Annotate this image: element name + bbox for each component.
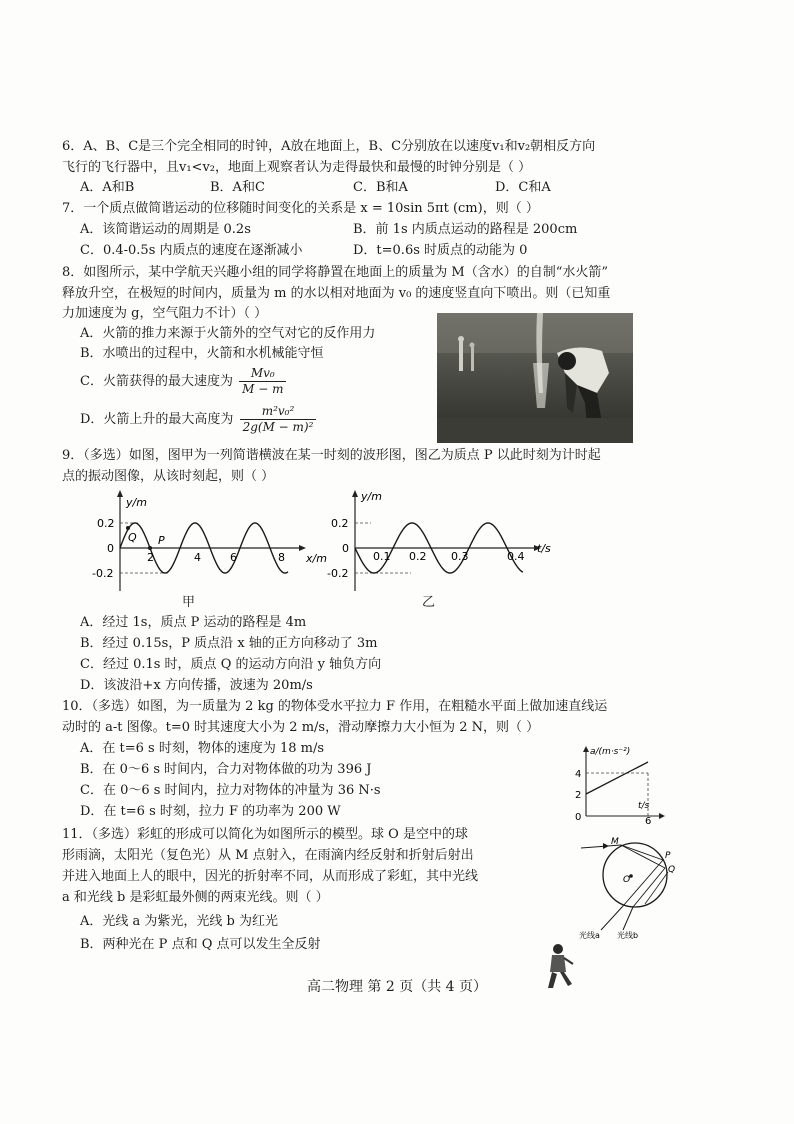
q8-option-d-denominator: 2g(M − m)²: [242, 420, 314, 434]
yi-xlabel: t/s: [537, 542, 551, 555]
jia-tick-y-zero: 0: [107, 542, 114, 555]
yi-tick-x-0.4: 0.4: [507, 550, 525, 563]
point-m-label: M: [611, 837, 619, 847]
q8-option-d: [80, 404, 318, 435]
incident-ray-arrow: [603, 843, 609, 849]
q7-option-a: A．该简谐运动的周期是 0.2s: [80, 222, 251, 237]
q9-option-b: B．经过 0.15s，P 质点沿 x 轴的正方向移动了 3m: [80, 636, 378, 651]
q8-option-c-fraction: [239, 366, 286, 397]
yi-tick-x-0.2: 0.2: [409, 550, 427, 563]
q6-line1: 6．A、B、C是三个完全相同的时钟，A放在地面上，B、C分别放在以速度v₁和v₂朝相反方向: [62, 139, 596, 154]
q9-option-a: A．经过 1s，质点 P 运动的路程是 4m: [80, 615, 307, 630]
q6-option-a: A．A和B: [80, 180, 135, 195]
ray-a-label: 光线a: [579, 931, 600, 940]
ray-a-out: [601, 906, 623, 930]
at-tick-x-6: 6: [645, 816, 652, 824]
q11-line2: 形雨滴，太阳光（复色光）从 M 点射入，在雨滴内经反射和折射后射出: [62, 848, 474, 863]
q8-option-c-numerator: Mv₀: [239, 366, 286, 382]
at-xlabel: t/s: [638, 801, 650, 811]
refracted-ray-1: [621, 845, 663, 860]
q8-option-b: B．水喷出的过程中，火箭和水机械能守恒: [80, 346, 324, 361]
q8-line1: 8．如图所示，某中学航天兴趣小组的同学将静置在地面上的质量为 M（含水）的自制“水火箭”: [62, 265, 609, 280]
q9-line1: 9．（多选）如图，图甲为一列简谐横波在某一时刻的波形图，图乙为质点 P 以此时刻为计时起: [62, 448, 601, 463]
q10-line2: 动时的 a-t 图像。t=0 时其速度大小为 2 m/s，滑动摩擦力大小恒为 2 N，则（ ）: [62, 720, 540, 735]
ray-b-out: [623, 907, 633, 930]
q8-option-a: A．火箭的推力来源于火箭外的空气对它的反作用力: [80, 326, 376, 341]
q8-option-c: [80, 366, 288, 397]
at-y-arrow: [583, 746, 589, 752]
jia-x-arrow: [299, 545, 306, 551]
q7-option-b: B．前 1s 内质点运动的路程是 200cm: [353, 222, 578, 237]
person-arm: [564, 958, 573, 964]
q11-option-b: B．两种光在 P 点和 Q 点可以发生全反射: [80, 937, 321, 952]
at-x-arrow: [659, 813, 665, 819]
q8-option-d-numerator: m²v₀²: [240, 404, 317, 420]
q11-line4: a 和光线 b 是彩虹最外侧的两束光线。则（ ）: [62, 890, 329, 905]
q8-line2: 释放升空，在极短的时间内，质量为 m 的水以相对地面为 v₀ 的速度竖直向下喷出。则（已知重: [62, 286, 611, 301]
q10-option-a: A．在 t=6 s 时刻，物体的速度为 18 m/s: [80, 741, 325, 756]
at-tick-y-0: 0: [575, 812, 582, 823]
at-graph: [566, 742, 671, 824]
q6-line2: 飞行的飞行器中，且v₁<v₂，地面上观察者认为走得最快和最慢的时钟分别是（ ）: [62, 160, 532, 175]
q11-option-a: A．光线 a 为紫光，光线 b 为红光: [80, 914, 278, 929]
jia-xlabel: x/m: [306, 552, 327, 565]
water-rocket-photo: [437, 313, 633, 443]
at-tick-y-2: 2: [575, 790, 582, 801]
q6-option-b: B．A和C: [210, 180, 265, 195]
page-footer: 高二物理 第 2 页（共 4 页）: [306, 979, 488, 995]
q10-option-b: B．在 0～6 s 时间内，合力对物体做的功为 396 J: [80, 762, 372, 777]
jia-ylabel: y/m: [126, 496, 147, 509]
center-o-label: O: [623, 875, 631, 885]
point-q-label: Q: [668, 865, 676, 875]
yi-tick-x-0.1: 0.1: [373, 550, 391, 563]
q8-option-d-text: D．火箭上升的最大高度为: [80, 412, 234, 427]
q6-option-c: C．B和A: [353, 180, 408, 195]
q6-option-d: D．C和A: [495, 180, 551, 195]
jia-point-q-dot: [126, 526, 130, 530]
q7-option-d: D．t=0.6s 时质点的动能为 0: [353, 243, 528, 258]
jia-tick-y-top: 0.2: [97, 517, 115, 530]
yi-tick-y-bottom: -0.2: [327, 567, 349, 580]
jia-point-q-label: Q: [128, 531, 137, 544]
water-rocket-photo-drawing: [437, 313, 633, 443]
jia-tick-x-6: 6: [230, 551, 237, 564]
wave-graph-jia: [92, 486, 332, 611]
point-p-label: P: [665, 851, 671, 861]
yi-tick-y-top: 0.2: [331, 517, 349, 530]
q8-line3: 力加速度为 g，空气阻力不计）（ ）: [62, 306, 268, 321]
at-ylabel: a/(m·s⁻²): [590, 747, 631, 757]
jia-caption: 甲: [182, 595, 196, 610]
at-line: [586, 762, 648, 794]
q8-option-c-text: C．火箭获得的最大速度为: [80, 374, 233, 389]
jia-point-p-dot: [148, 546, 152, 550]
q10-line1: 10．（多选）如图，为一质量为 2 kg 的物体受水平拉力 F 作用，在粗糙水平面上做加速直线运: [62, 699, 608, 714]
q7-line1: 7．一个质点做简谐运动的位移随时间变化的关系是 x = 10sin 5πt (cm)，则（ ）: [62, 201, 539, 216]
yi-tick-y-zero: 0: [342, 542, 349, 555]
q8-option-d-fraction: [240, 404, 317, 435]
q11-line3: 并进入地面上人的眼中，因光的折射率不同，从而形成了彩虹，其中光线: [62, 869, 479, 884]
q10-option-c: C．在 0～6 s 时间内，拉力对物体的冲量为 36 N·s: [80, 783, 381, 798]
reflected-ray-2: [633, 868, 665, 907]
q8-option-c-denominator: M − m: [242, 382, 284, 396]
person-body: [550, 955, 566, 972]
at-tick-y-4: 4: [575, 769, 582, 780]
q9-option-c: C．经过 0.1s 时，质点 Q 的运动方向沿 y 轴负方向: [80, 657, 382, 672]
person-head: [553, 944, 563, 954]
yi-caption: 乙: [422, 595, 436, 610]
jia-y-arrow: [117, 490, 123, 497]
q9-line2: 点的振动图像，从该时刻起，则（ ）: [62, 469, 275, 484]
q9-option-d: D．该波沿+x 方向传播，波速为 20m/s: [80, 678, 313, 693]
jia-tick-x-8: 8: [278, 551, 285, 564]
jia-point-p-label: P: [158, 534, 165, 547]
ray-b-label: 光线b: [617, 931, 639, 940]
refracted-ray-2: [621, 845, 665, 868]
jia-tick-y-bottom: -0.2: [92, 567, 114, 580]
q10-option-d: D．在 t=6 s 时刻，拉力 F 的功率为 200 W: [80, 804, 341, 819]
yi-tick-x-0.3: 0.3: [451, 550, 469, 563]
raindrop-diagram: [573, 830, 693, 940]
yi-y-arrow: [352, 490, 358, 497]
jia-tick-x-4: 4: [194, 551, 201, 564]
wave-graph-yi: [325, 486, 570, 611]
jia-tick-x-2: 2: [147, 551, 154, 564]
q11-line1: 11．（多选）彩虹的形成可以简化为如图所示的模型。球 O 是空中的球: [62, 827, 468, 842]
q7-option-c: C．0.4-0.5s 内质点的速度在逐渐减小: [80, 243, 303, 258]
yi-ylabel: y/m: [361, 490, 382, 503]
